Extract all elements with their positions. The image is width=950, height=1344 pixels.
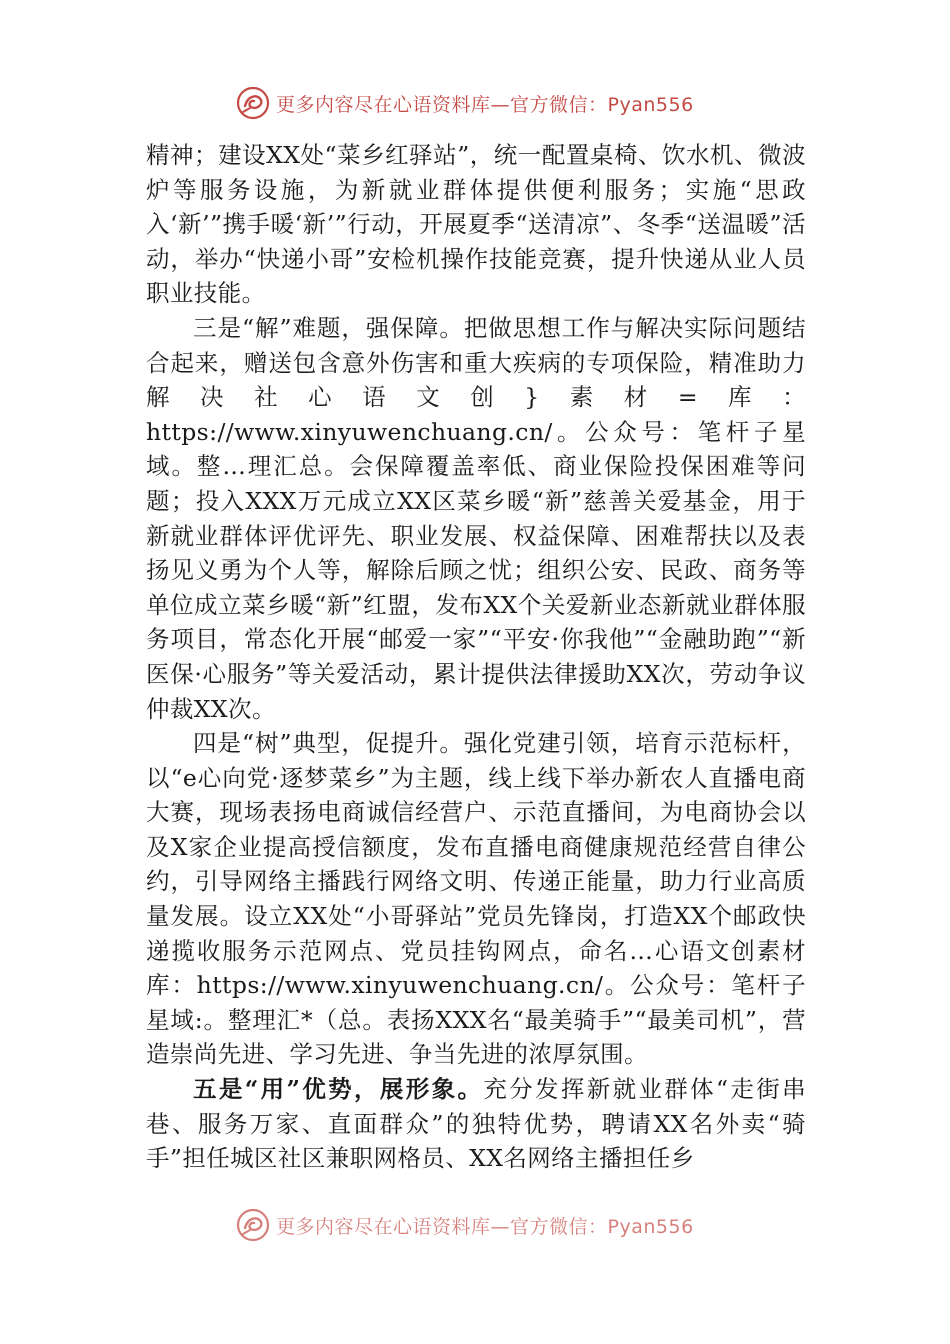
paragraph-lead: 五是“用”优势，展形象。 (193, 1075, 484, 1104)
paragraph-text: 充分发挥新就业群体“走街串巷、服务万家、直面群众”的独特优势，聘请XX名外卖“骑手”担任城区社区兼职网格员、XX名网络主播担任乡 (146, 1075, 806, 1173)
paragraph-text: 四是“树”典型，促提升。强化党建引领，培育示范标杆，以“e心向党·逐梦菜乡”为主题，线上线下举办新农人直播电商大赛，现场表扬电商诚信经营户、示范直播间，为电商协会以及X家企业提高授信额度，发布直播电商健康规范经营自律公约，引导网络主播践行网络文明、传递正能量，助力行业高质量发展。设立XX处“小哥驿站”党员先锋岗，打造XX个邮政快递揽收服务示范网点、党员挂钩网点，命名…心语文创素材库：https://www.xinyuwenchuang.cn/。公众号：笔杆子星域:。整理汇*（总。表扬XXX名“最美骑手”“最美司机”，营造崇尚先进、学习先进、争当先进的浓厚氛围。 (146, 729, 806, 1069)
document-body (146, 138, 806, 1176)
paragraph-solve-problems (146, 311, 806, 726)
watermark-text: 更多内容尽在心语资料库—官方微信：Pyan556 (276, 1215, 694, 1238)
paragraph-continuation (146, 138, 806, 311)
paragraph-text: 三是“解”难题，强保障。把做思想工作与解决实际问题结合起来，赠送包含意外伤害和重大疾病的专项保险，精准助力解决社心语文创}素材=库：https://www.xinyuwenchuang.cn/。公众号：笔杆子星域。整…理汇总。会保障覆盖率低、商业保险投保困难等问题；投入XXX万元成立XX区菜乡暖“新”慈善关爱基金，用于新就业群体评优评先、职业发展、权益保障、困难帮扶以及表扬见义勇为个人等，解除后顾之忧；组织公安、民政、商务等单位成立菜乡暖“新”红盟，发布XX个关爱新业态新就业群体服务项目，常态化开展“邮爱一家”“平安·你我他”“金融助跑”“新医保·心服务”等关爱活动，累计提供法律援助XX次，劳动争议仲裁XX次。 (146, 313, 806, 723)
paragraph-text: 精神；建设XX处“菜乡红驿站”，统一配置桌椅、饮水机、微波炉等服务设施，为新就业群体提供便利服务；实施“思政入‘新’”携手暖‘新’”行动，开展夏季“送清凉”、冬季“送温暖”活动，举办“快递小哥”安检机操作技能竞赛，提升快递从业人员职业技能。 (146, 141, 806, 308)
swirl-logo-icon (236, 86, 270, 120)
footer-watermark (236, 1207, 694, 1243)
paragraph-use-advantages (146, 1072, 806, 1176)
watermark-text: 更多内容尽在心语资料库—官方微信：Pyan556 (276, 93, 694, 116)
swirl-logo-icon (236, 1208, 270, 1242)
header-watermark (236, 85, 694, 121)
paragraph-role-models (146, 726, 806, 1072)
